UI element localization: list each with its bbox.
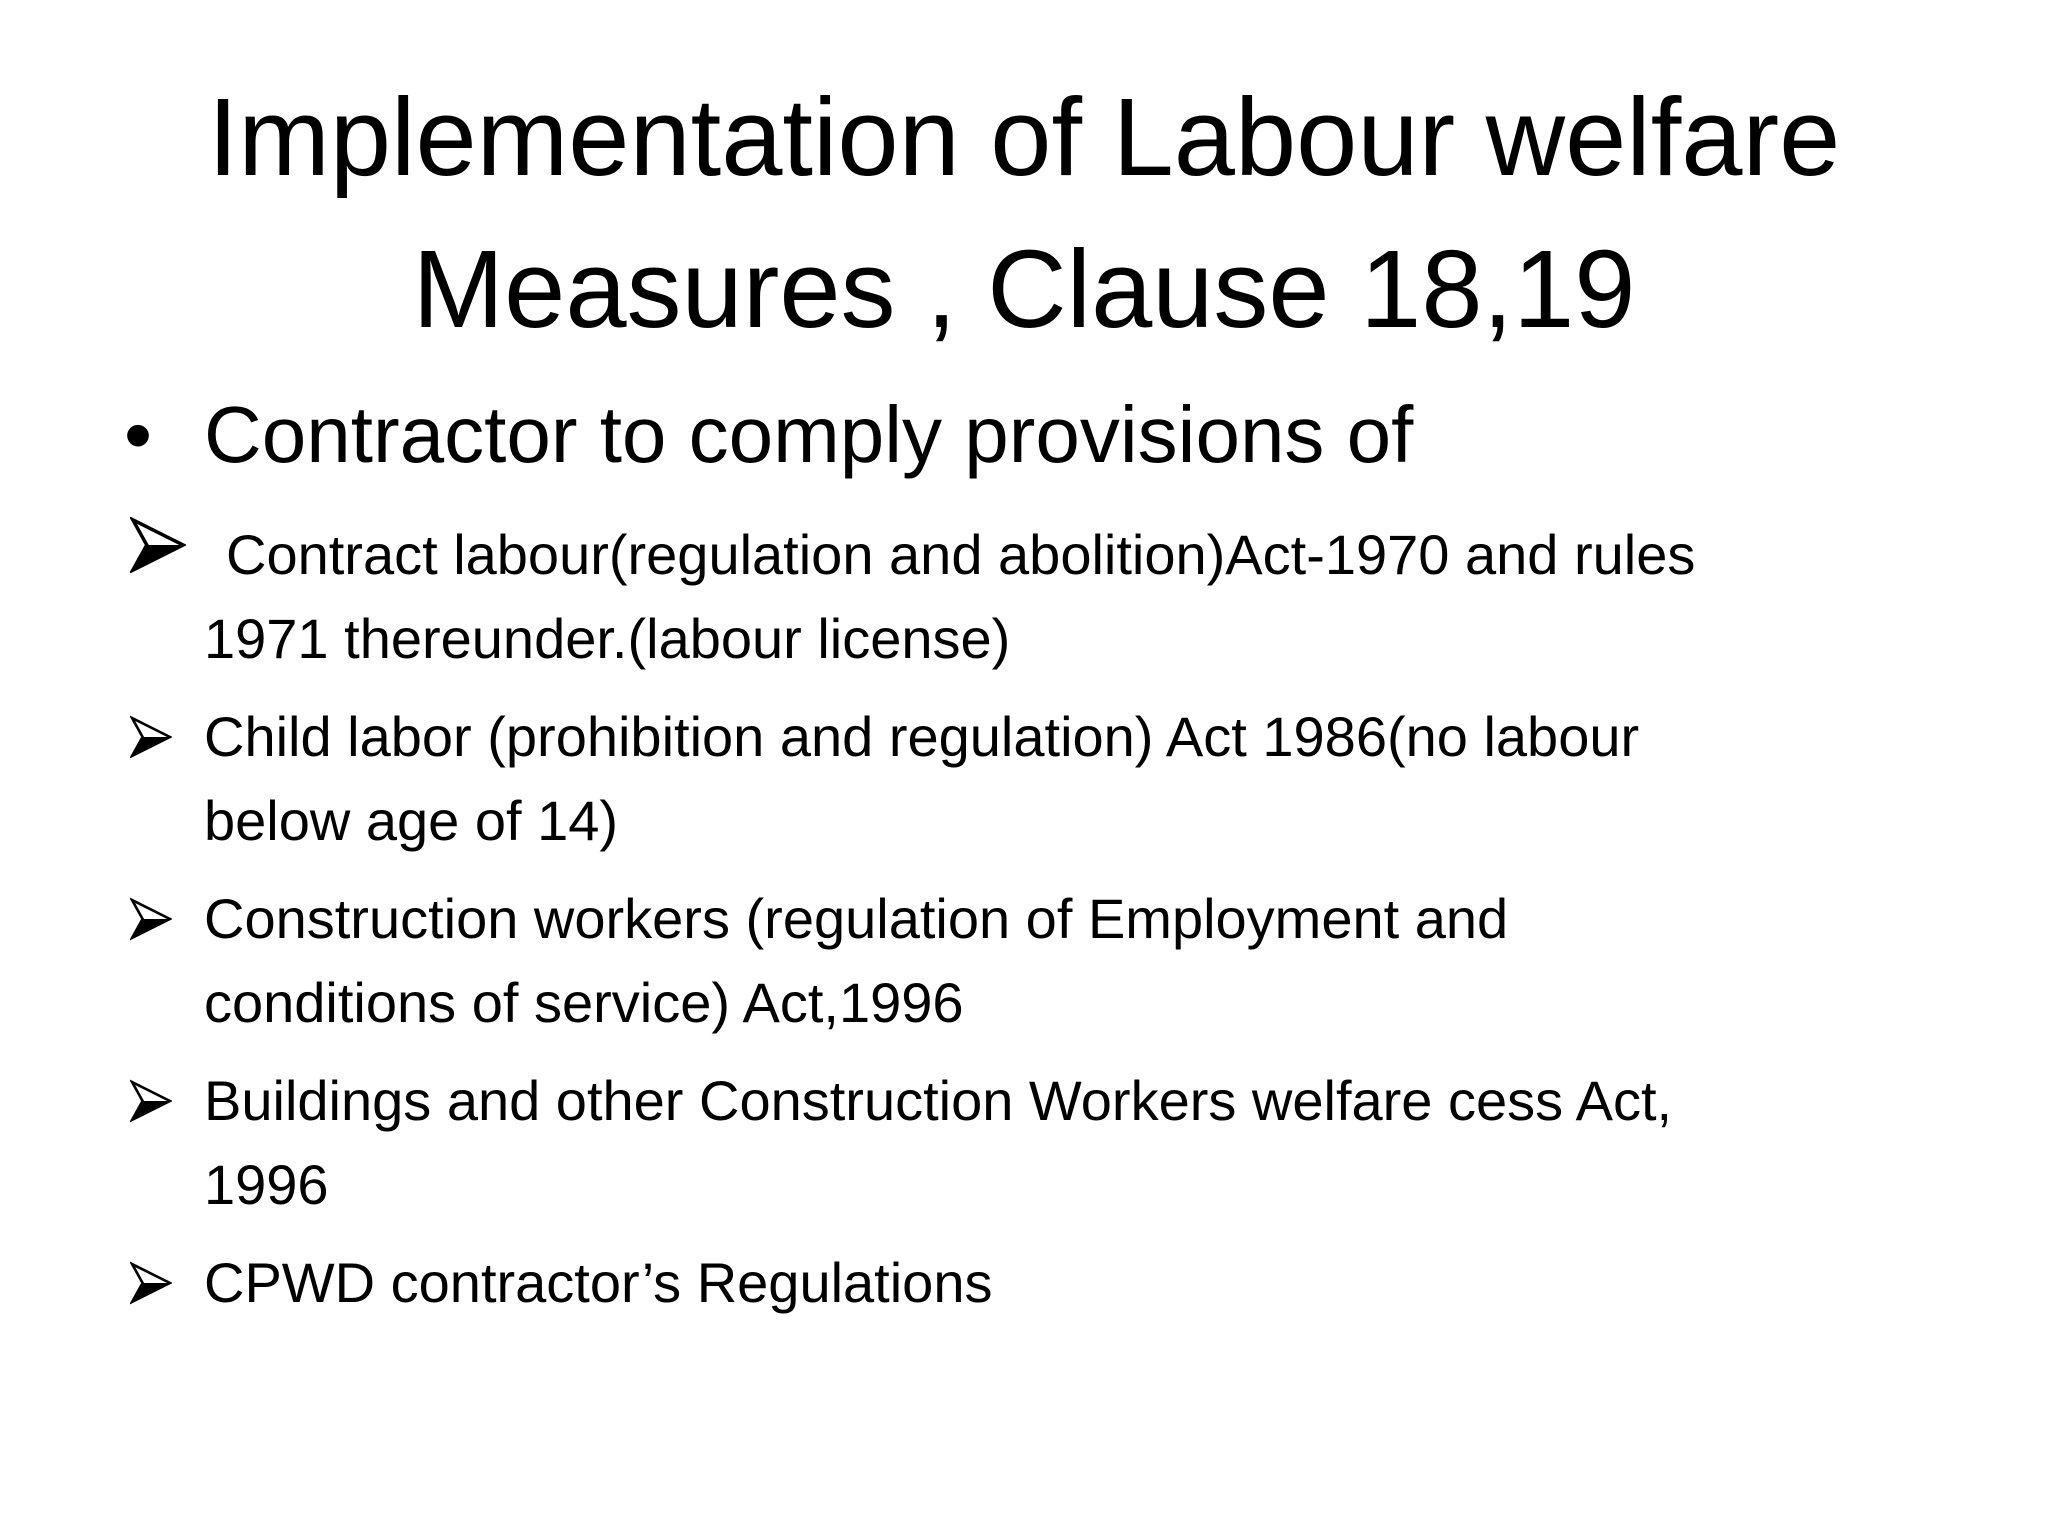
list-item: [124, 695, 1924, 863]
list-item-line-1: Buildings and other Construction Workers welfare cess Act,: [204, 1069, 1673, 1132]
list-item-line-1: Construction workers (regulation of Employment and: [204, 887, 1509, 950]
bullet-dot-icon: •: [124, 390, 153, 479]
arrow-bullet-icon: [130, 1261, 172, 1305]
arrow-bullet-icon: [130, 715, 172, 759]
main-point-text: Contractor to comply provisions of: [204, 390, 1414, 479]
slide-title: [100, 62, 1948, 366]
title-line-1: Implementation of Labour welfare: [207, 76, 1841, 199]
list-item-line-1: CPWD contractor’s Regulations: [204, 1251, 993, 1314]
list-item: [124, 877, 1924, 1045]
arrow-bullet-icon: [130, 517, 186, 573]
list-item-line-1: Child labor (prohibition and regulation) Act 1986(no labour: [204, 705, 1640, 768]
list-item-line-2: 1971 thereunder.(labour license): [204, 607, 1011, 670]
sub-bullet-list: [124, 503, 1924, 1325]
list-item-line-2: conditions of service) Act,1996: [204, 971, 964, 1034]
main-bullet-point: [124, 385, 1924, 485]
list-item-line-2: below age of 14): [204, 789, 619, 852]
list-item-line-1: Contract labour(regulation and abolition)Act-1970 and rules: [226, 523, 1696, 586]
list-item: [124, 1059, 1924, 1227]
list-item: [124, 1241, 1924, 1325]
list-item-line-2: 1996: [204, 1153, 329, 1216]
list-item: [124, 503, 1924, 681]
title-line-2: Measures , Clause 18,19: [412, 228, 1636, 351]
arrow-bullet-icon: [130, 897, 172, 941]
slide-content: [124, 385, 1924, 1339]
arrow-bullet-icon: [130, 1079, 172, 1123]
